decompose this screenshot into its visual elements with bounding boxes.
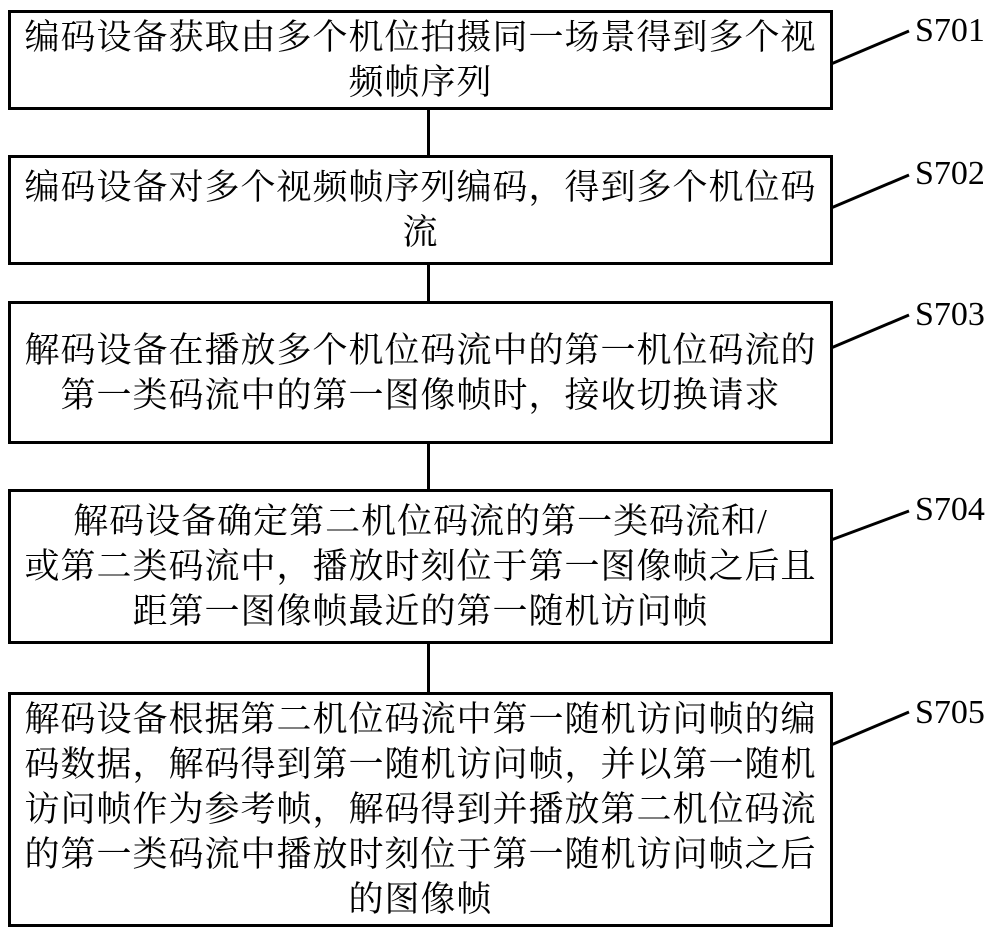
leader-line-s705 xyxy=(831,712,909,745)
flow-step-box-s701 xyxy=(8,10,833,110)
step-text-line: 编码设备对多个视频帧序列编码，得到多个机位码 xyxy=(24,168,817,207)
step-text-line: 的第一类码流中播放时刻位于第一随机访问帧之后 xyxy=(24,835,817,874)
connector-s702-s703 xyxy=(427,263,430,303)
step-text-line: 频帧序列 xyxy=(348,63,493,102)
connector-s704-s705 xyxy=(427,642,430,694)
step-text-line: 访问帧作为参考帧，解码得到并播放第二机位码流 xyxy=(24,790,817,829)
step-text-line: 解码设备根据第二机位码流中第一随机访问帧的编 xyxy=(24,700,817,739)
leader-line-s701 xyxy=(831,31,909,64)
step-text-line: 或第二类码流中，播放时刻位于第一图像帧之后且 xyxy=(24,547,817,586)
leader-line-s702 xyxy=(831,175,909,208)
step-label-s702: S702 xyxy=(915,155,985,192)
step-text-line: 解码设备确定第二机位码流的第一类码流和/ xyxy=(73,502,768,541)
flow-step-box-s705 xyxy=(8,692,833,927)
step-text-line: 第一类码流中的第一图像帧时，接收切换请求 xyxy=(60,375,781,415)
leader-line-s704 xyxy=(831,511,909,540)
flow-step-box-s702 xyxy=(8,155,833,265)
leader-line-s703 xyxy=(831,315,909,348)
step-text-line: 的图像帧 xyxy=(348,880,493,919)
step-label-s704: S704 xyxy=(915,491,985,528)
step-text-line: 距第一图像帧最近的第一随机访问帧 xyxy=(132,592,709,631)
step-text-line: 解码设备在播放多个机位码流中的第一机位码流的 xyxy=(24,330,817,370)
step-label-s703: S703 xyxy=(915,296,985,333)
connector-s703-s704 xyxy=(427,442,430,491)
step-text-line: 编码设备获取由多个机位拍摄同一场景得到多个视 xyxy=(24,18,817,57)
step-text-line: 流 xyxy=(402,213,439,252)
step-label-s701: S701 xyxy=(915,12,985,49)
step-text-line: 码数据，解码得到第一随机访问帧，并以第一随机 xyxy=(24,745,817,784)
step-label-s705: S705 xyxy=(915,694,985,731)
flow-step-box-s703 xyxy=(8,301,833,444)
connector-s701-s702 xyxy=(427,108,430,157)
flow-step-box-s704 xyxy=(8,489,833,644)
